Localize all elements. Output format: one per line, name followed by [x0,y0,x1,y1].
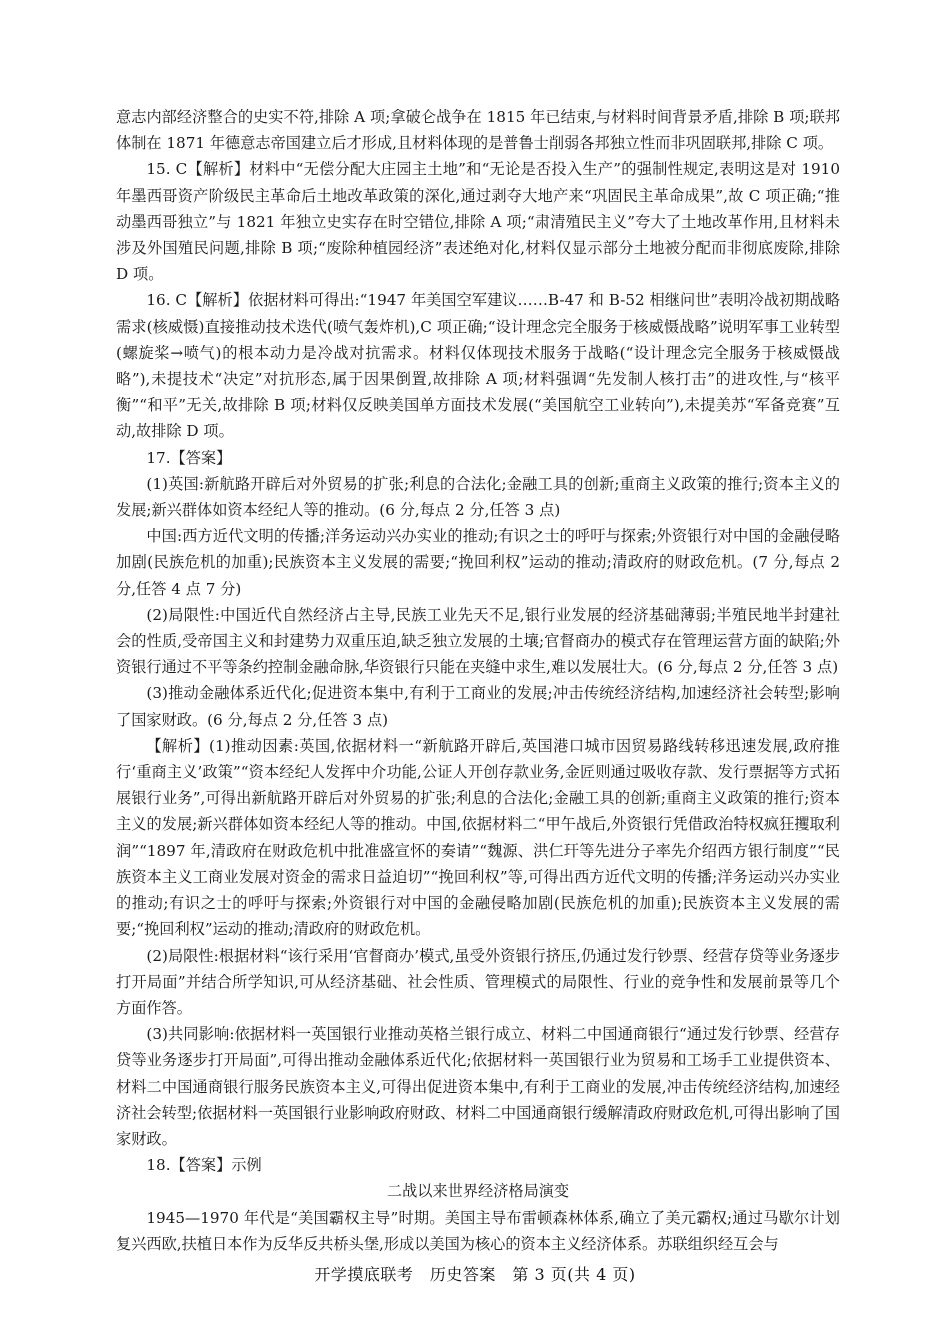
essay-body: 1945—1970 年代是“美国霸权主导”时期。美国主导布雷顿森林体系,确立了美元霸权;通过马歇尔计划复兴西欧,扶植日本作为反华反共桥头堡,形成以美国为核心的资本主义经济体系。苏联组织经互会与 [116,1208,840,1253]
answer-15: 15. C【解析】材料中“无偿分配大庄园主土地”和“无论是否投入生产”的强制性规定,表明这是对 1910 年墨西哥资产阶级民主革命后土地改革政策的深化,通过剥夺大地产来“巩固民主革命成果”,故 C 项正确;“推动墨西哥独立”与 1821 年独立史实存在时空错位,排除 A 项;“肃清殖民主义”夸大了土地改革作用,且材料未涉及外国殖民问题,排除 B 项;“废除种植园经济”表述绝对化,材料仅显示部分土地被分配而非彻底废除,排除 D 项。 [116,160,840,284]
answer-17-part1-china: 中国:西方近代文明的传播;洋务运动兴办实业的推动;有识之士的呼吁与探索;外资银行对中国的金融侵略加剧(民族危机的加重);民族资本主义发展的需要;“挽回利权”运动的推动;清政府的财政危机。(7 分,每点 2 分,任答 4 点 7 分) [116,527,840,598]
answer-16: 16. C【解析】依据材料可得出:“1947 年美国空军建议……B-47 和 B-52 相继问世”表明冷战初期战略需求(核威慑)直接推动技术迭代(喷气轰炸机),C 项正确;“设计理念完全服务于核威慑战略”说明军事工业转型(螺旋桨→喷气)的根本动力是冷战对抗需求。材料仅体现技术服务于战略(“设计理念完全服务于核威慑战略”),未提技术“决定”对抗形态,属于因果倒置,故排除 A 项;材料强调“先发制人核打击”的进攻性,与“核平衡”“和平”无关,故排除 B 项;材料仅反映美国单方面技术发展(“美国航空工业转向”),未提美苏“军备竞赛”互动,故排除 D 项。 [116,291,840,441]
answer-17-part3: (3)推动金融体系近代化;促进资本集中,有利于工商业的发展;冲击传统经济结构,加速经济社会转型;影响了国家财政。(6 分,每点 2 分,任答 3 点) [116,684,840,729]
analysis-17-part3: (3)共同影响:依据材料一英国银行业推动英格兰银行成立、材料二中国通商银行“通过发行钞票、经营存贷等业务逐步打开局面”,可得出推动金融体系近代化;依据材料一英国银行业为贸易和工场手工业提供资本、材料二中国通商银行服务民族资本主义,可得出促进资本集中,有利于工商业的发展,冲击传统经济结构,加速经济社会转型;依据材料一英国银行业影响政府财政、材料二中国通商银行缓解清政府财政危机,可得出影响了国家财政。 [116,1025,840,1148]
essay-title: 二战以来世界经济格局演变 [386,1182,570,1201]
paragraph-continuation: 意志内部经济整合的史实不符,排除 A 项;拿破仑战争在 1815 年已结束,与材料时间背景矛盾,排除 B 项;联邦体制在 1871 年德意志帝国建立后才形成,且材料体现的是普鲁士削弱各邦独立性而非巩固联邦,排除 C 项。 [116,108,840,153]
analysis-17-part2: (2)局限性:根据材料“该行采用‘官督商办’模式,虽受外资银行挤压,仍通过发行钞票、经营存贷等业务逐步打开局面”并结合所学知识,可从经济基础、社会性质、管理模式的局限性、行业的竞争性和发展前景等几个方面作答。 [116,946,840,1017]
answer-page-body [116,104,840,1257]
page-footer: 开学摸底联考 历史答案 第 3 页(共 4 页) [314,1265,636,1284]
analysis-17-part1: 【解析】(1)推动因素:英国,依据材料一“新航路开辟后,英国港口城市因贸易路线转移迅速发展,政府推行‘重商主义’政策”“资本经纪人发挥中介功能,公证人开创存款业务,金匠则通过吸收存款、发行票据等方式拓展银行业务”,可得出新航路开辟后对外贸易的扩张;利息的合法化;金融工具的创新;重商主义政策的推行;资本主义的发展;新兴群体如资本经纪人等的推动。中国,依据材料二“甲午战后,外资银行凭借政治特权疯狂攫取利润”“1897 年,清政府在财政危机中批准盛宣怀的奏请”“魏源、洪仁玕等先进分子率先介绍西方银行制度”“民族资本主义工商业发展对资金的需求日益迫切”“挽回利权”等,可得出西方近代文明的传播;洋务运动兴办实业的推动;有识之士的呼吁与探索;外资银行对中国的金融侵略加剧(民族危机的加重);民族资本主义发展的需要;“挽回利权”运动的推动;清政府的财政危机。 [116,736,840,939]
answer-17-part1-britain: (1)英国:新航路开辟后对外贸易的扩张;利息的合法化;金融工具的创新;重商主义政策的推行;资本主义的发展;新兴群体如资本经纪人等的推动。(6 分,每点 2 分,任答 3 点) [116,474,840,520]
answer-17-part2: (2)局限性:中国近代自然经济占主导,民族工业先天不足,银行业发展的经济基础薄弱;半殖民地半封建社会的性质,受帝国主义和封建势力双重压迫,缺乏独立发展的土壤;官督商办的模式存在管理运营方面的缺陷;外资银行通过不平等条约控制金融命脉,华资银行只能在夹缝中求生,难以发展壮大。(6 分,每点 2 分,任答 3 点) [116,605,840,677]
answer-17-heading: 17.【答案】 [146,448,232,467]
answer-18-heading: 18.【答案】示例 [146,1156,262,1175]
